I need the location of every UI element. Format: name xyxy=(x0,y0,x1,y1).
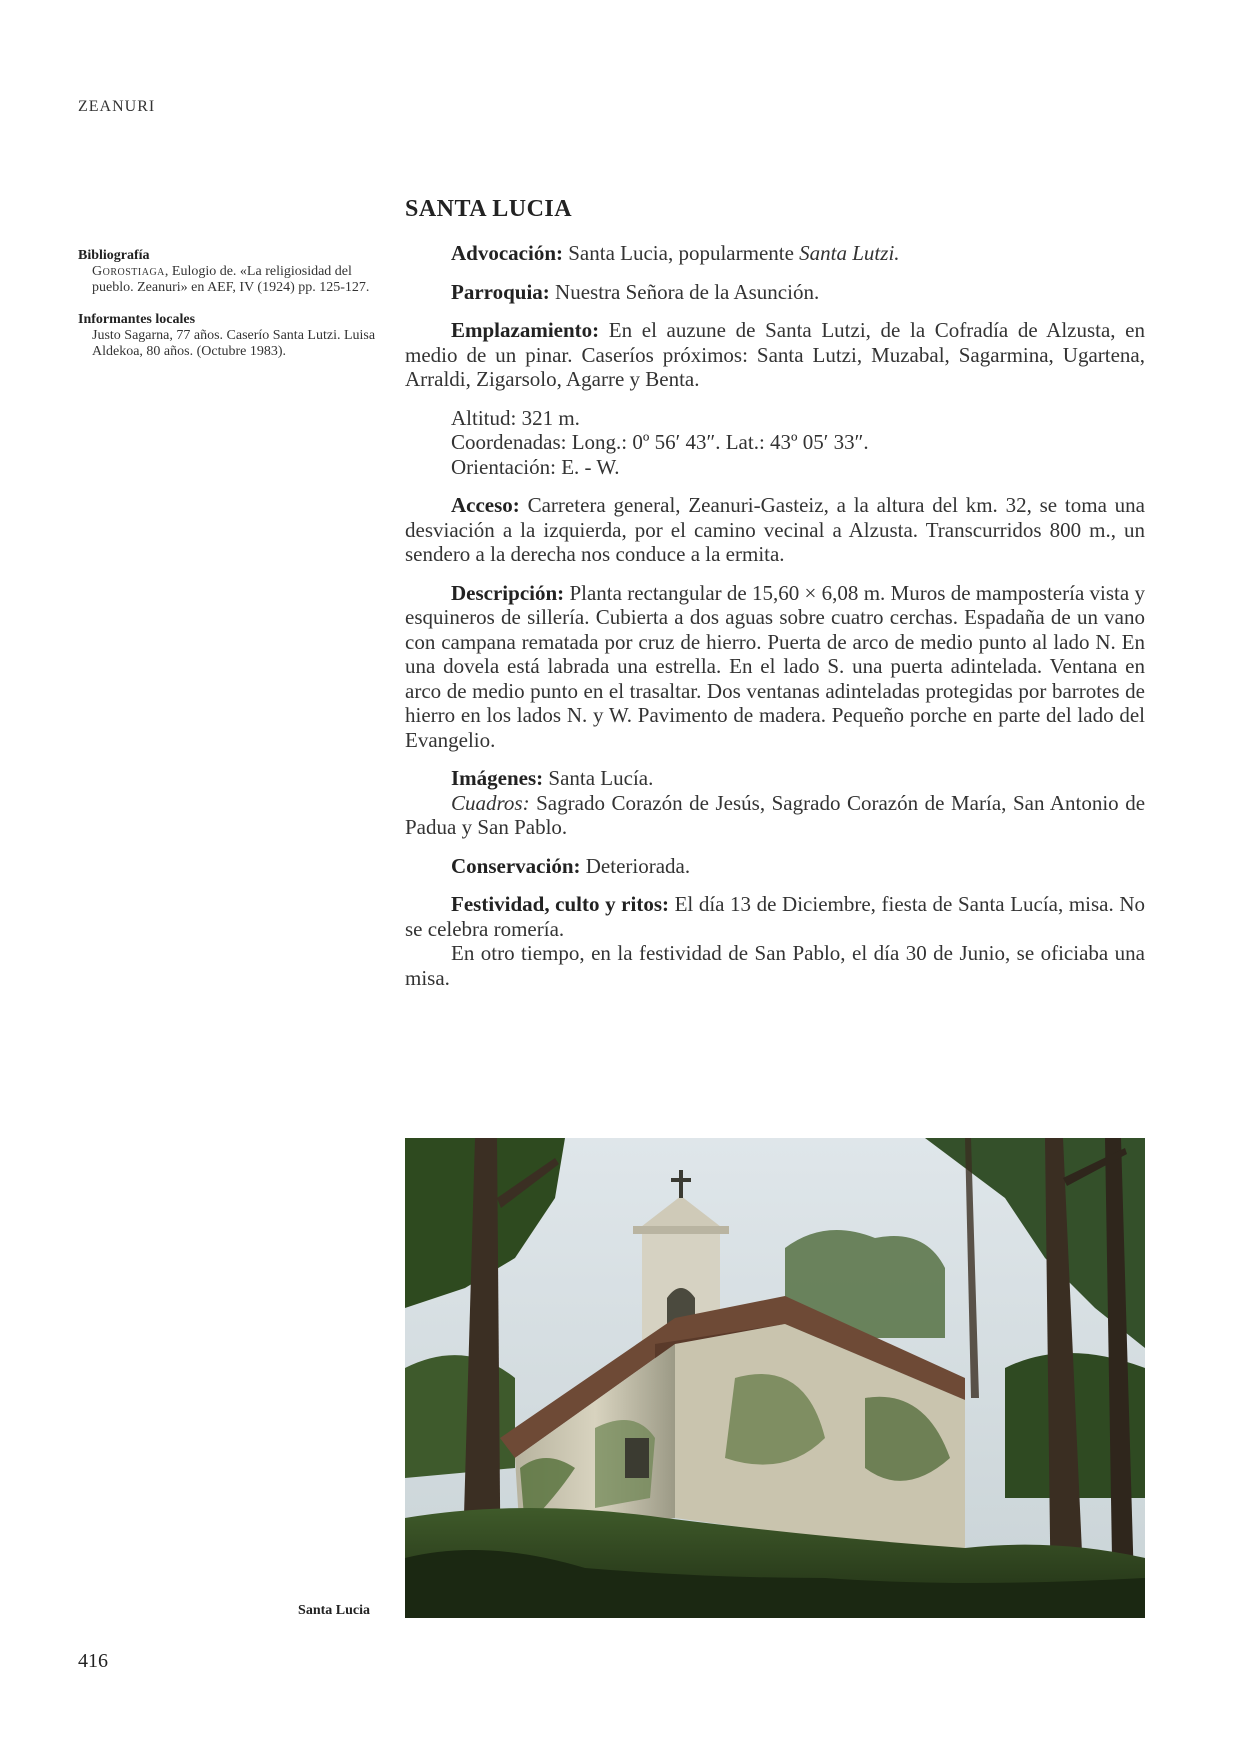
descripcion-text: Planta rectangular de 15,60 × 6,08 m. Muros de mampostería vista y esquineros de sillería. Cubierta a dos aguas sobre cuatro cerchas. Espadaña de un vano con campana rematada por cruz de hierro. Puerta de arco de medio punto al lado N. En una dovela está labrada una estrella. En el lado S. una puerta adintelada. Ventana en arco de medio punto en el trasaltar. Dos ventanas adinteladas protegidas por barrotes de hierro en los lados N. y W. Pavimento de madera. Pequeño porche en parte del lado del Evangelio. xyxy=(405,580,1145,752)
imagenes-entry xyxy=(405,766,1145,791)
hermitage-photo-illustration xyxy=(405,1138,1145,1618)
coordenadas-text: Coordenadas: Long.: 0º 56′ 43″. Lat.: 43º 05′ 33″. xyxy=(451,430,869,454)
festividad-label: Festividad, culto y ritos: xyxy=(451,892,669,916)
emplazamiento-label: Emplazamiento: xyxy=(451,318,600,342)
imagenes-text: Santa Lucía. xyxy=(548,766,654,790)
imagenes-label: Imágenes: xyxy=(451,766,544,790)
location-data xyxy=(405,406,1145,480)
photo-caption: Santa Lucia xyxy=(298,1603,370,1618)
conservacion-label: Conservación: xyxy=(451,853,581,878)
conservacion-entry xyxy=(405,854,1145,879)
informants-heading: Informantes locales xyxy=(78,312,196,327)
acceso-label: Acceso: xyxy=(451,493,520,517)
festividad-entry xyxy=(405,892,1145,941)
acceso-entry xyxy=(405,493,1145,567)
advocacion-italic: Santa Lutzi. xyxy=(799,241,900,265)
hermitage-photo xyxy=(405,1138,1145,1618)
cuadros-text: Sagrado Corazón de Jesús, Sagrado Corazón de María, San Antonio de Padua y San Pablo. xyxy=(405,790,1146,839)
bibliography-heading: Bibliografía xyxy=(78,248,150,263)
emplazamiento-text: En el auzune de Santa Lutzi, de la Cofradía de Alzusta, en medio de un pinar. Caseríos próximos: Santa Lutzi, Muzabal, Sagarmina, Ugartena, Arraldi, Zigarsolo, Agarre y Benta. xyxy=(405,318,1146,391)
advocacion-label: Advocación: xyxy=(451,241,563,265)
advocacion-entry xyxy=(405,241,1145,266)
sidebar-notes xyxy=(78,248,378,376)
festividad-text: El día 13 de Diciembre, fiesta de Santa Lucía, misa. No se celebra romería. xyxy=(405,892,1146,941)
acceso-text: Carretera general, Zeanuri-Gasteiz, a la altura del km. 32, se toma una desviación a la izquierda, por el camino vecinal a Alzusta. Transcurridos 800 m., un sendero a la derecha nos conduce a la ermita. xyxy=(405,493,1145,566)
descripcion-entry xyxy=(405,581,1145,753)
bibliography-entry xyxy=(78,264,378,296)
bibliography-author: Gorostiaga xyxy=(92,264,165,279)
informants-text: Justo Sagarna, 77 años. Caserío Santa Lutzi. Luisa Aldekoa, 80 años. (Octubre 1983). xyxy=(92,328,376,359)
parroquia-entry xyxy=(405,280,1145,305)
conservacion-text: Deteriorada. xyxy=(585,853,691,878)
parroquia-label: Parroquia: xyxy=(451,279,550,304)
main-article xyxy=(405,196,1145,1004)
advocacion-text: Santa Lucia, popularmente xyxy=(568,241,800,265)
cuadros-entry xyxy=(405,791,1145,840)
orientacion-text: Orientación: E. - W. xyxy=(451,454,620,479)
page-title: SANTA LUCIA xyxy=(405,196,573,222)
bibliography-text: , Eulogio de. «La religiosidad del pueblo. Zeanuri» en AEF, IV (1924) pp. 125-127. xyxy=(92,264,370,295)
festividad-entry-2: En otro tiempo, en la festividad de San Pablo, el día 30 de Junio, se oficiaba una misa. xyxy=(405,941,1145,990)
altitud-text: Altitud: 321 m. xyxy=(451,405,580,430)
page-number: 416 xyxy=(78,1650,108,1672)
emplazamiento-entry xyxy=(405,318,1145,392)
descripcion-label: Descripción: xyxy=(451,580,565,605)
running-head: ZEANURI xyxy=(78,98,156,115)
cuadros-label: Cuadros: xyxy=(451,790,530,815)
parroquia-text: Nuestra Señora de la Asunción. xyxy=(555,279,820,304)
